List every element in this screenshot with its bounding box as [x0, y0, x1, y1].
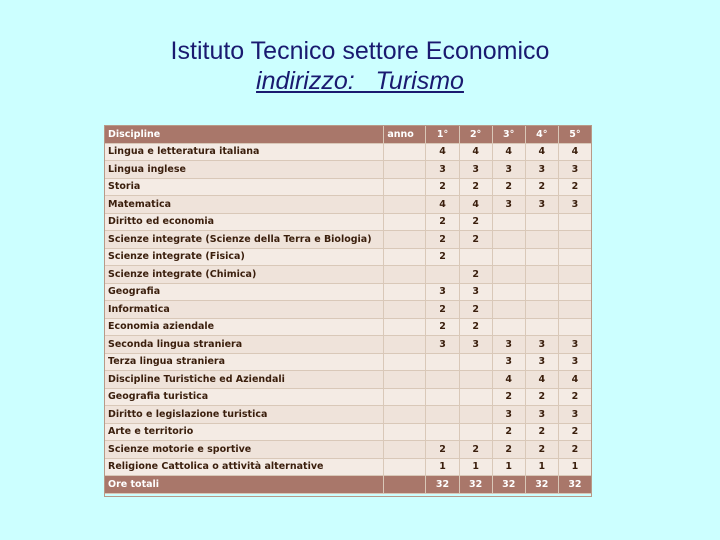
anno-cell	[384, 336, 426, 354]
column-header-year-4: 4°	[525, 126, 558, 143]
table-row	[105, 371, 592, 389]
total-year-3: 32	[492, 476, 525, 494]
hours-cell-year-5: 3	[558, 196, 591, 214]
hours-cell-year-4: 1	[525, 458, 558, 476]
hours-cell-year-1: 2	[426, 441, 459, 459]
hours-cell-year-4: 2	[525, 441, 558, 459]
page-title: Istituto Tecnico settore Economico	[170, 37, 550, 65]
subject-cell: Matematica	[105, 196, 384, 214]
subject-cell: Diritto e legislazione turistica	[105, 406, 384, 424]
hours-cell-year-1: 2	[426, 301, 459, 319]
hours-cell-year-4: 3	[525, 406, 558, 424]
hours-cell-year-3: 3	[492, 196, 525, 214]
hours-cell-year-4: 2	[525, 423, 558, 441]
hours-cell-year-2: 2	[459, 178, 492, 196]
total-year-2: 32	[459, 476, 492, 494]
hours-cell-year-5	[558, 283, 591, 301]
anno-cell	[384, 196, 426, 214]
column-header-year-3: 3°	[492, 126, 525, 143]
subject-cell: Economia aziendale	[105, 318, 384, 336]
column-header-year: anno	[384, 126, 426, 143]
hours-cell-year-2: 2	[459, 266, 492, 284]
hours-cell-year-2	[459, 353, 492, 371]
anno-cell	[384, 301, 426, 319]
hours-cell-year-5: 4	[558, 371, 591, 389]
table-row	[105, 178, 592, 196]
subject-cell: Storia	[105, 178, 384, 196]
hours-cell-year-3	[492, 266, 525, 284]
column-header-year-1: 1°	[426, 126, 459, 143]
subject-cell: Geografia turistica	[105, 388, 384, 406]
title-block	[0, 36, 720, 96]
table-row	[105, 423, 592, 441]
hours-cell-year-5	[558, 231, 591, 249]
hours-cell-year-1: 3	[426, 283, 459, 301]
hours-cell-year-3: 4	[492, 371, 525, 389]
hours-cell-year-4	[525, 266, 558, 284]
hours-cell-year-1	[426, 423, 459, 441]
anno-cell	[384, 231, 426, 249]
hours-cell-year-2	[459, 406, 492, 424]
hours-cell-year-5	[558, 266, 591, 284]
hours-cell-year-1	[426, 266, 459, 284]
column-header-discipline: Discipline	[105, 126, 384, 143]
hours-cell-year-2: 2	[459, 301, 492, 319]
hours-cell-year-2: 2	[459, 231, 492, 249]
hours-cell-year-3: 1	[492, 458, 525, 476]
hours-cell-year-5	[558, 318, 591, 336]
hours-cell-year-2: 3	[459, 283, 492, 301]
subject-cell: Seconda lingua straniera	[105, 336, 384, 354]
table-header-row	[105, 126, 592, 143]
anno-cell	[384, 458, 426, 476]
hours-cell-year-5: 2	[558, 423, 591, 441]
hours-cell-year-3	[492, 283, 525, 301]
hours-cell-year-3: 3	[492, 161, 525, 179]
page-subtitle: indirizzo: Turismo	[256, 67, 464, 95]
anno-cell	[384, 178, 426, 196]
table-row	[105, 143, 592, 161]
hours-cell-year-3	[492, 213, 525, 231]
anno-cell	[384, 353, 426, 371]
anno-cell	[384, 143, 426, 161]
table-row	[105, 336, 592, 354]
hours-cell-year-5: 2	[558, 388, 591, 406]
hours-cell-year-3: 3	[492, 336, 525, 354]
hours-cell-year-3: 3	[492, 353, 525, 371]
table-row	[105, 388, 592, 406]
hours-cell-year-1: 4	[426, 143, 459, 161]
subject-cell: Lingua inglese	[105, 161, 384, 179]
table-row	[105, 231, 592, 249]
hours-cell-year-3: 2	[492, 388, 525, 406]
hours-cell-year-5: 3	[558, 336, 591, 354]
hours-cell-year-5: 3	[558, 353, 591, 371]
hours-cell-year-2: 1	[459, 458, 492, 476]
hours-cell-year-4	[525, 248, 558, 266]
hours-cell-year-4: 3	[525, 196, 558, 214]
hours-cell-year-2	[459, 423, 492, 441]
column-header-year-5: 5°	[558, 126, 591, 143]
hours-cell-year-1: 3	[426, 336, 459, 354]
hours-cell-year-4: 4	[525, 371, 558, 389]
hours-cell-year-1	[426, 388, 459, 406]
hours-cell-year-4: 3	[525, 336, 558, 354]
hours-cell-year-2: 4	[459, 196, 492, 214]
hours-cell-year-3	[492, 301, 525, 319]
hours-cell-year-2	[459, 371, 492, 389]
anno-cell	[384, 283, 426, 301]
hours-cell-year-4	[525, 318, 558, 336]
total-label: Ore totali	[105, 476, 384, 494]
table-row	[105, 458, 592, 476]
subject-cell: Discipline Turistiche ed Aziendali	[105, 371, 384, 389]
table-row	[105, 406, 592, 424]
hours-cell-year-3: 2	[492, 441, 525, 459]
hours-cell-year-3	[492, 318, 525, 336]
hours-cell-year-4	[525, 283, 558, 301]
total-year-5: 32	[558, 476, 591, 494]
table-total-row	[105, 476, 592, 494]
anno-cell	[384, 406, 426, 424]
table-row	[105, 196, 592, 214]
subject-cell: Religione Cattolica o attività alternative	[105, 458, 384, 476]
table-row	[105, 248, 592, 266]
subject-cell: Scienze integrate (Scienze della Terra e Biologia)	[105, 231, 384, 249]
subject-cell: Terza lingua straniera	[105, 353, 384, 371]
anno-cell	[384, 266, 426, 284]
hours-cell-year-3: 3	[492, 406, 525, 424]
hours-cell-year-5	[558, 248, 591, 266]
subject-cell: Arte e territorio	[105, 423, 384, 441]
hours-cell-year-3: 2	[492, 423, 525, 441]
total-anno-cell	[384, 476, 426, 494]
hours-cell-year-5	[558, 301, 591, 319]
table-row	[105, 441, 592, 459]
anno-cell	[384, 248, 426, 266]
hours-cell-year-4: 2	[525, 178, 558, 196]
table-row	[105, 213, 592, 231]
hours-cell-year-2	[459, 248, 492, 266]
subject-cell: Lingua e letteratura italiana	[105, 143, 384, 161]
hours-cell-year-5: 2	[558, 441, 591, 459]
anno-cell	[384, 213, 426, 231]
table-row	[105, 353, 592, 371]
hours-cell-year-4: 2	[525, 388, 558, 406]
hours-cell-year-3	[492, 231, 525, 249]
anno-cell	[384, 371, 426, 389]
hours-cell-year-5: 1	[558, 458, 591, 476]
hours-cell-year-2: 4	[459, 143, 492, 161]
anno-cell	[384, 441, 426, 459]
hours-cell-year-1: 2	[426, 178, 459, 196]
hours-cell-year-1: 4	[426, 196, 459, 214]
hours-cell-year-4: 3	[525, 353, 558, 371]
hours-cell-year-1: 1	[426, 458, 459, 476]
anno-cell	[384, 318, 426, 336]
hours-cell-year-3: 4	[492, 143, 525, 161]
hours-cell-year-4	[525, 231, 558, 249]
subject-cell: Informatica	[105, 301, 384, 319]
table-row	[105, 161, 592, 179]
table-row	[105, 318, 592, 336]
hours-cell-year-1: 2	[426, 318, 459, 336]
table-body	[105, 143, 592, 476]
hours-cell-year-4	[525, 213, 558, 231]
anno-cell	[384, 161, 426, 179]
total-year-4: 32	[525, 476, 558, 494]
hours-cell-year-2: 2	[459, 318, 492, 336]
table-row	[105, 266, 592, 284]
hours-cell-year-1: 3	[426, 161, 459, 179]
hours-cell-year-3: 2	[492, 178, 525, 196]
column-header-year-2: 2°	[459, 126, 492, 143]
total-year-1: 32	[426, 476, 459, 494]
hours-cell-year-2: 3	[459, 336, 492, 354]
hours-cell-year-5	[558, 213, 591, 231]
subject-cell: Diritto ed economia	[105, 213, 384, 231]
subject-cell: Geografia	[105, 283, 384, 301]
hours-cell-year-1	[426, 406, 459, 424]
hours-cell-year-1: 2	[426, 248, 459, 266]
hours-cell-year-5: 4	[558, 143, 591, 161]
hours-cell-year-4	[525, 301, 558, 319]
hours-cell-year-1: 2	[426, 231, 459, 249]
subject-cell: Scienze integrate (Fisica)	[105, 248, 384, 266]
hours-cell-year-4: 4	[525, 143, 558, 161]
hours-cell-year-3	[492, 248, 525, 266]
subject-cell: Scienze motorie e sportive	[105, 441, 384, 459]
hours-cell-year-2: 3	[459, 161, 492, 179]
hours-cell-year-1: 2	[426, 213, 459, 231]
hours-cell-year-4: 3	[525, 161, 558, 179]
hours-cell-year-2: 2	[459, 441, 492, 459]
anno-cell	[384, 423, 426, 441]
curriculum-table	[105, 126, 592, 494]
hours-cell-year-5: 2	[558, 178, 591, 196]
hours-cell-year-5: 3	[558, 406, 591, 424]
table-row	[105, 283, 592, 301]
subject-cell: Scienze integrate (Chimica)	[105, 266, 384, 284]
hours-cell-year-1	[426, 353, 459, 371]
anno-cell	[384, 388, 426, 406]
hours-cell-year-1	[426, 371, 459, 389]
table-row	[105, 301, 592, 319]
hours-cell-year-5: 3	[558, 161, 591, 179]
hours-cell-year-2: 2	[459, 213, 492, 231]
hours-cell-year-2	[459, 388, 492, 406]
